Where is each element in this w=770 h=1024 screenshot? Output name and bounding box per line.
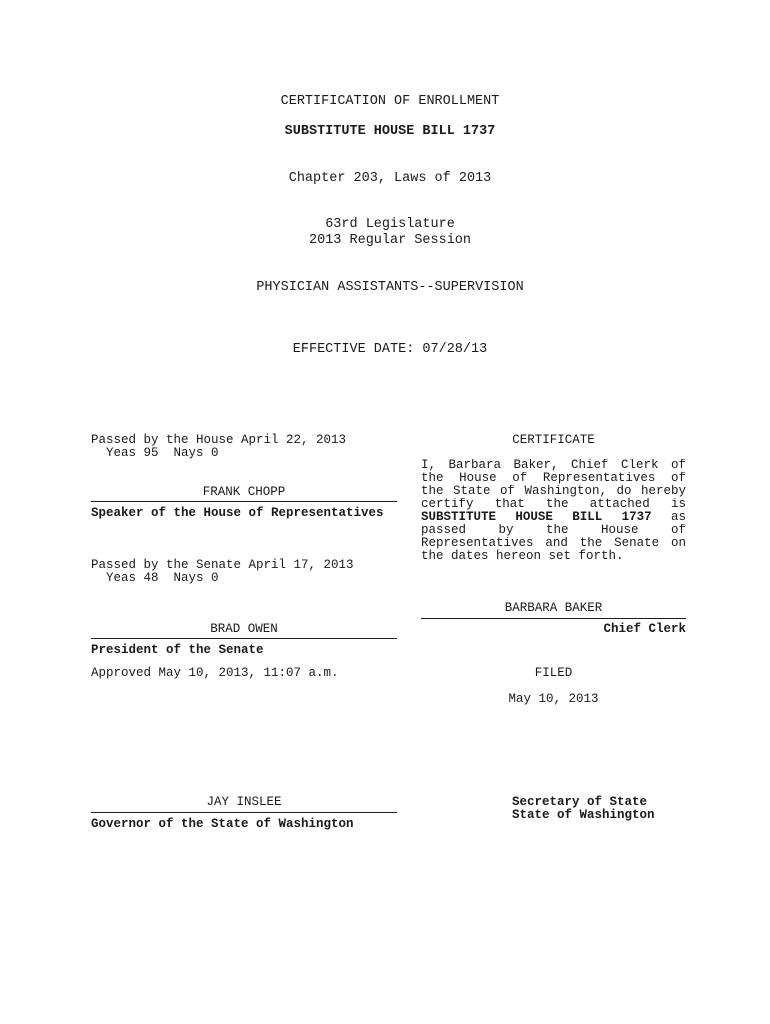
house-signature-line: [91, 501, 397, 502]
senate-signature-line: [91, 638, 397, 639]
certificate-line-5-rest: as: [670, 511, 686, 524]
governor-signature-line: [91, 812, 397, 813]
house-passed-line: Passed by the House April 22, 2013: [91, 433, 347, 447]
certificate-line-1: I, Barbara Baker, Chief Clerk of: [421, 459, 686, 472]
house-votes: Yeas 95 Nays 0: [106, 446, 219, 460]
state-of-washington: State of Washington: [512, 808, 655, 822]
certificate-bill-name: SUBSTITUTE HOUSE BILL 1737: [421, 511, 652, 524]
legislature-line: 63rd Legislature: [325, 217, 455, 232]
certification-title: CERTIFICATION OF ENROLLMENT: [280, 94, 500, 109]
session-line: 2013 Regular Session: [308, 233, 472, 248]
senate-passed-line: Passed by the Senate April 17, 2013: [91, 558, 354, 572]
certificate-line-4: certify that the attached is: [421, 498, 686, 511]
certificate-line-2: the House of Representatives of: [421, 472, 686, 485]
filed-date: May 10, 2013: [508, 692, 599, 706]
senate-votes: Yeas 48 Nays 0: [106, 571, 219, 585]
senate-signer-role: President of the Senate: [91, 643, 264, 657]
certificate-line-6: passed by the House of: [421, 524, 686, 537]
certificate-line-8: the dates hereon set forth.: [421, 549, 624, 563]
filed-label: FILED: [534, 666, 573, 680]
subject-line: PHYSICIAN ASSISTANTS--SUPERVISION: [256, 280, 524, 295]
governor-name: JAY INSLEE: [206, 795, 282, 809]
certificate-line-3: the State of Washington, do hereby: [421, 485, 686, 498]
effective-date: EFFECTIVE DATE: 07/28/13: [292, 342, 488, 357]
clerk-role: Chief Clerk: [603, 622, 686, 636]
secretary-of-state: Secretary of State: [512, 795, 648, 809]
senate-signer-name: BRAD OWEN: [210, 622, 278, 636]
certificate-heading: CERTIFICATE: [512, 433, 595, 447]
clerk-signature-line: [421, 618, 686, 619]
approval-line: Approved May 10, 2013, 11:07 a.m.: [91, 666, 339, 680]
certificate-line-7: Representatives and the Senate on: [421, 537, 686, 550]
bill-title: SUBSTITUTE HOUSE BILL 1737: [284, 124, 496, 139]
house-signer-name: FRANK CHOPP: [202, 485, 286, 499]
chapter-line: Chapter 203, Laws of 2013: [288, 171, 492, 186]
certificate-line-5: [421, 511, 686, 524]
house-signer-role: Speaker of the House of Representatives: [91, 506, 384, 520]
clerk-name: BARBARA BAKER: [504, 601, 603, 615]
certificate-text: [421, 459, 686, 563]
governor-role: Governor of the State of Washington: [91, 817, 354, 831]
